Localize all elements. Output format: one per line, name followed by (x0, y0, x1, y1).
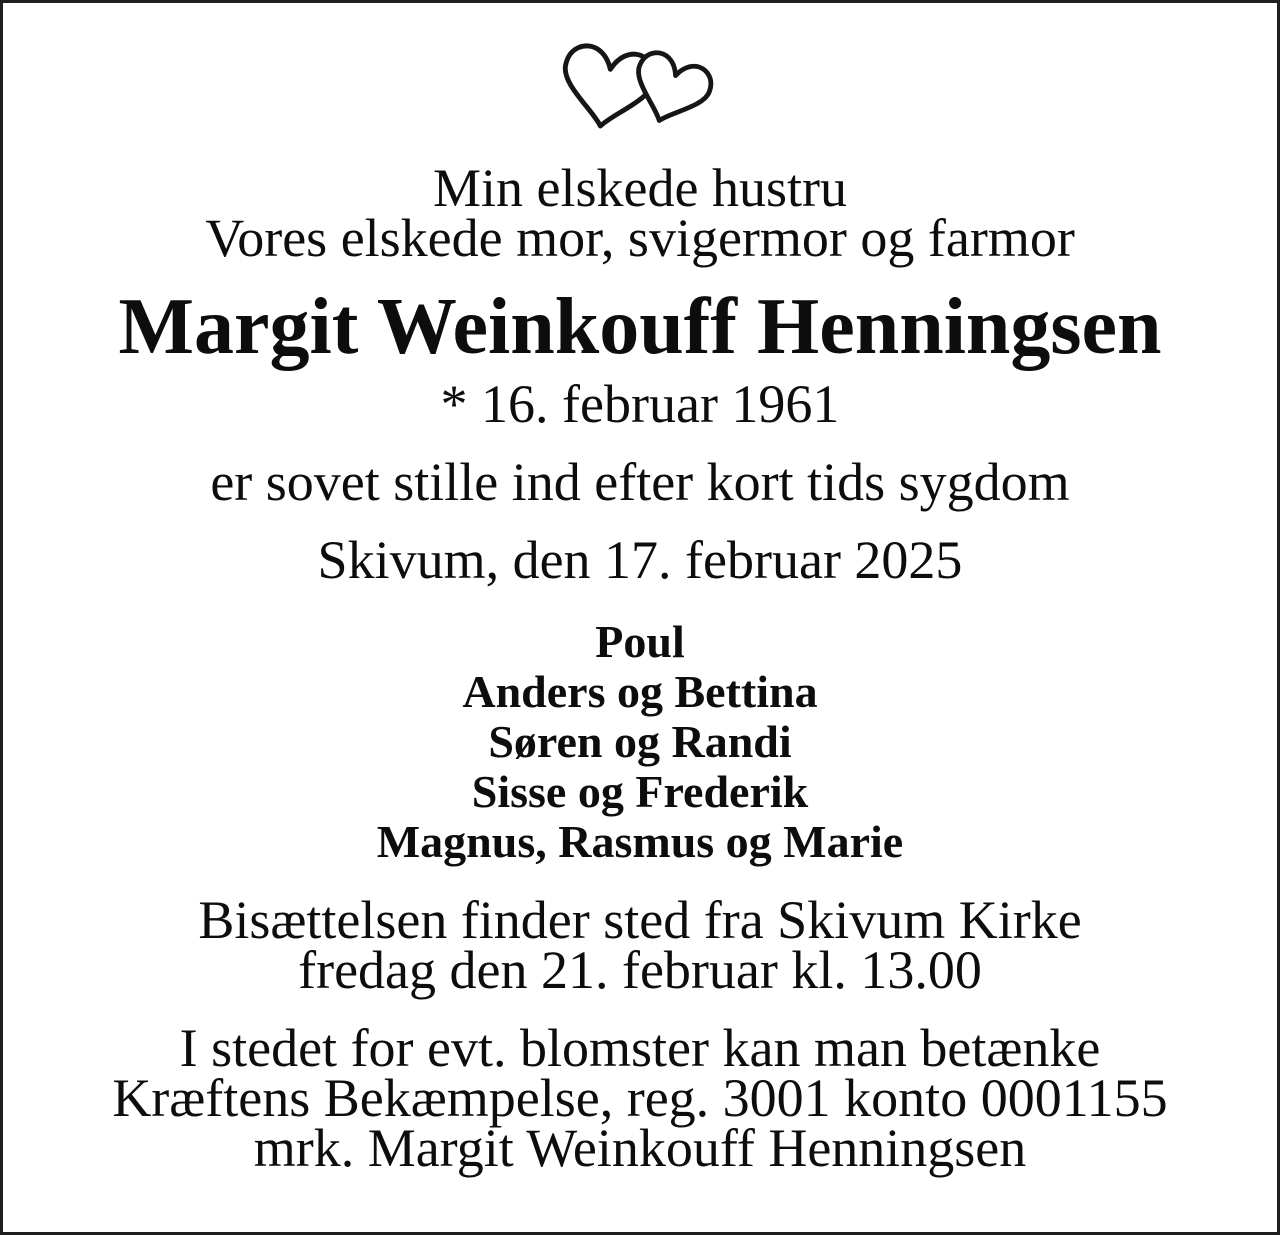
intro-block (3, 158, 1277, 268)
death-statement-block (3, 452, 1277, 512)
death-statement: er sovet stille ind efter kort tids sygdom (210, 452, 1070, 512)
family-line: Poul (595, 616, 685, 667)
deceased-name-block (3, 283, 1277, 371)
donation-line-2: Kræftens Bekæmpelse, reg. 3001 konto 0001155 (112, 1068, 1168, 1128)
ceremony-block (3, 890, 1277, 1000)
family-line: Sisse og Frederik (471, 766, 809, 817)
intro-line-2: Vores elskede mor, svigermor og farmor (205, 208, 1075, 268)
place-date: Skivum, den 17. februar 2025 (317, 530, 963, 590)
birth-date-block (3, 374, 1277, 434)
deceased-name: Margit Weinkouff Henningsen (118, 283, 1162, 371)
donation-line-3: mrk. Margit Weinkouff Henningsen (253, 1118, 1027, 1178)
intro-line-1: Min elskede hustru (433, 158, 847, 218)
birth-date: * 16. februar 1961 (440, 374, 840, 434)
ceremony-line-2: fredag den 21. februar kl. 13.00 (298, 940, 982, 1000)
two-hearts-icon (551, 37, 729, 137)
place-date-block (3, 530, 1277, 590)
ceremony-line-1: Bisættelsen finder sted fra Skivum Kirke (198, 890, 1082, 950)
donation-line-1: I stedet for evt. blomster kan man betænke (179, 1018, 1101, 1078)
family-line: Magnus, Rasmus og Marie (376, 816, 904, 867)
family-line: Anders og Bettina (462, 666, 818, 717)
family-names-block (3, 617, 1277, 867)
donation-block (3, 1018, 1277, 1178)
family-line: Søren og Randi (488, 716, 792, 767)
